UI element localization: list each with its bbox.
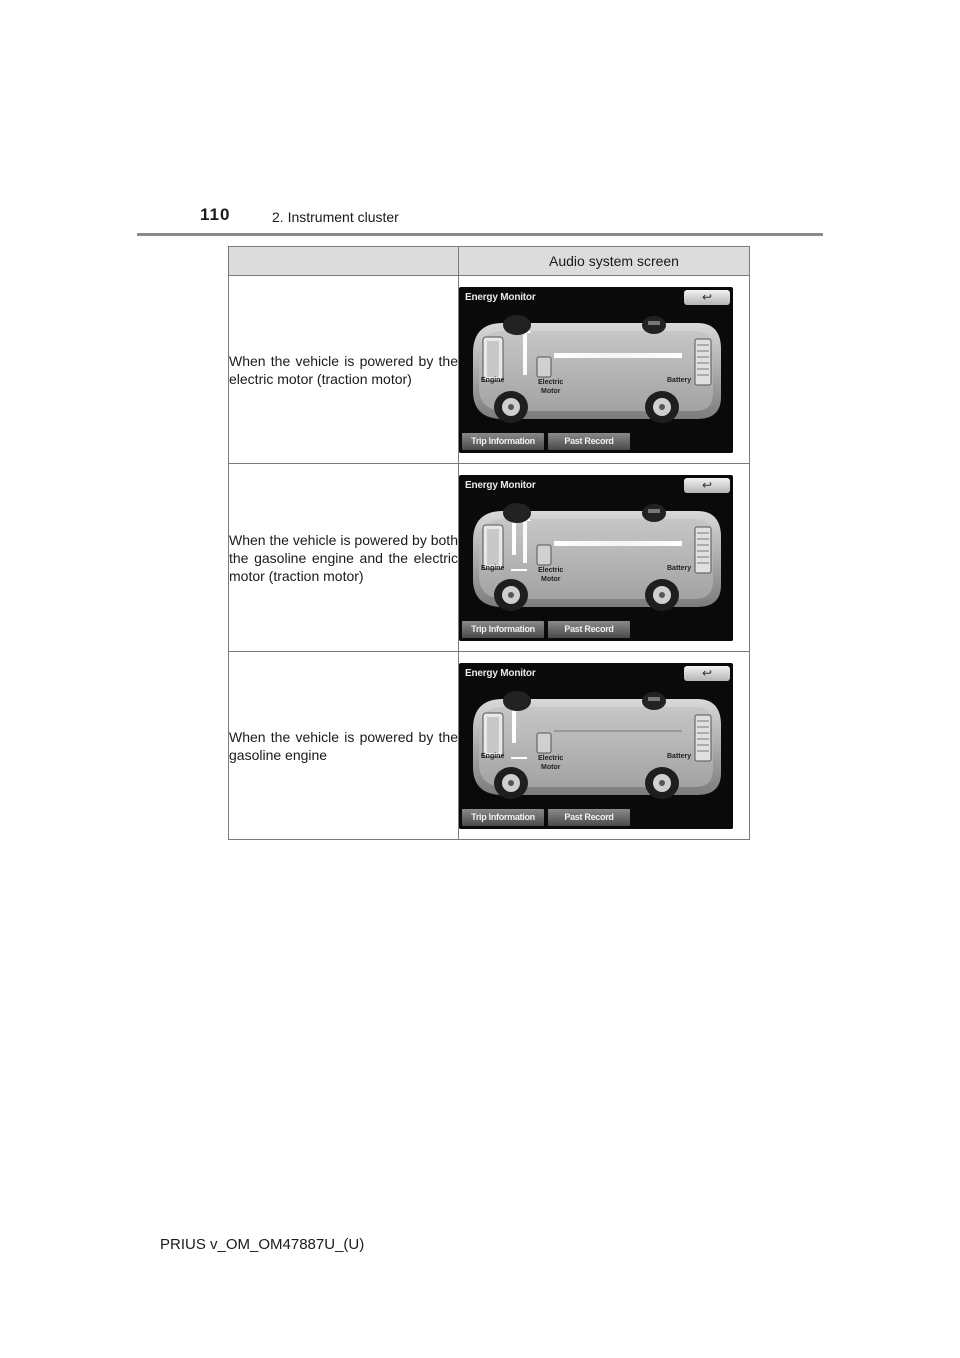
page-number: 110 <box>200 205 231 224</box>
battery-label: Battery <box>667 752 692 760</box>
row-description <box>229 464 459 652</box>
motor-label: Electric <box>538 754 564 762</box>
row-description-text: When the vehicle is powered by the gasoline engine <box>229 728 458 763</box>
energy-monitor-screen <box>459 475 733 641</box>
engine-label: Engine <box>481 752 505 760</box>
header-rule <box>137 233 823 236</box>
past-record-button[interactable]: Past Record <box>548 621 630 638</box>
table-header-left <box>229 247 459 276</box>
trip-information-button[interactable]: Trip Information <box>462 433 544 450</box>
trip-information-button[interactable]: Trip Information <box>462 621 544 638</box>
screen-title: Energy Monitor <box>465 479 536 491</box>
motor-label: Electric <box>538 566 564 574</box>
row-description-text: When the vehicle is powered by the electric motor (traction motor) <box>229 352 458 387</box>
energy-monitor-screen <box>459 663 733 829</box>
past-record-button[interactable]: Past Record <box>548 433 630 450</box>
table-header-row <box>229 247 750 276</box>
drivetrain-diagram <box>459 663 733 829</box>
row-screen-cell <box>459 652 750 840</box>
energy-monitor-table <box>228 246 750 840</box>
motor-label-2: Motor <box>541 387 561 395</box>
battery-label: Battery <box>667 376 692 384</box>
drivetrain-diagram <box>459 287 733 453</box>
motor-label-2: Motor <box>541 575 561 583</box>
screen-title: Energy Monitor <box>465 291 536 303</box>
table-row <box>229 652 750 840</box>
back-button[interactable]: ↩ <box>684 290 730 305</box>
row-screen-cell <box>459 276 750 464</box>
document-id: PRIUS v_OM_OM47887U_(U) <box>160 1236 365 1253</box>
row-screen-cell <box>459 464 750 652</box>
trip-information-button[interactable]: Trip Information <box>462 809 544 826</box>
motor-label: Electric <box>538 378 564 386</box>
back-button[interactable]: ↩ <box>684 478 730 493</box>
back-button[interactable]: ↩ <box>684 666 730 681</box>
table-header-right: Audio system screen <box>459 247 750 276</box>
row-description-text: When the vehicle is powered by both the gasoline engine and the electric motor (traction motor) <box>229 531 458 584</box>
table-row <box>229 276 750 464</box>
battery-label: Battery <box>667 564 692 572</box>
screen-title: Energy Monitor <box>465 667 536 679</box>
table-row <box>229 464 750 652</box>
motor-label-2: Motor <box>541 763 561 771</box>
drivetrain-diagram <box>459 475 733 641</box>
section-title: 2. Instrument cluster <box>272 209 399 225</box>
row-description <box>229 652 459 840</box>
row-description <box>229 276 459 464</box>
engine-label: Engine <box>481 376 505 384</box>
energy-monitor-screen <box>459 287 733 453</box>
engine-label: Engine <box>481 564 505 572</box>
past-record-button[interactable]: Past Record <box>548 809 630 826</box>
